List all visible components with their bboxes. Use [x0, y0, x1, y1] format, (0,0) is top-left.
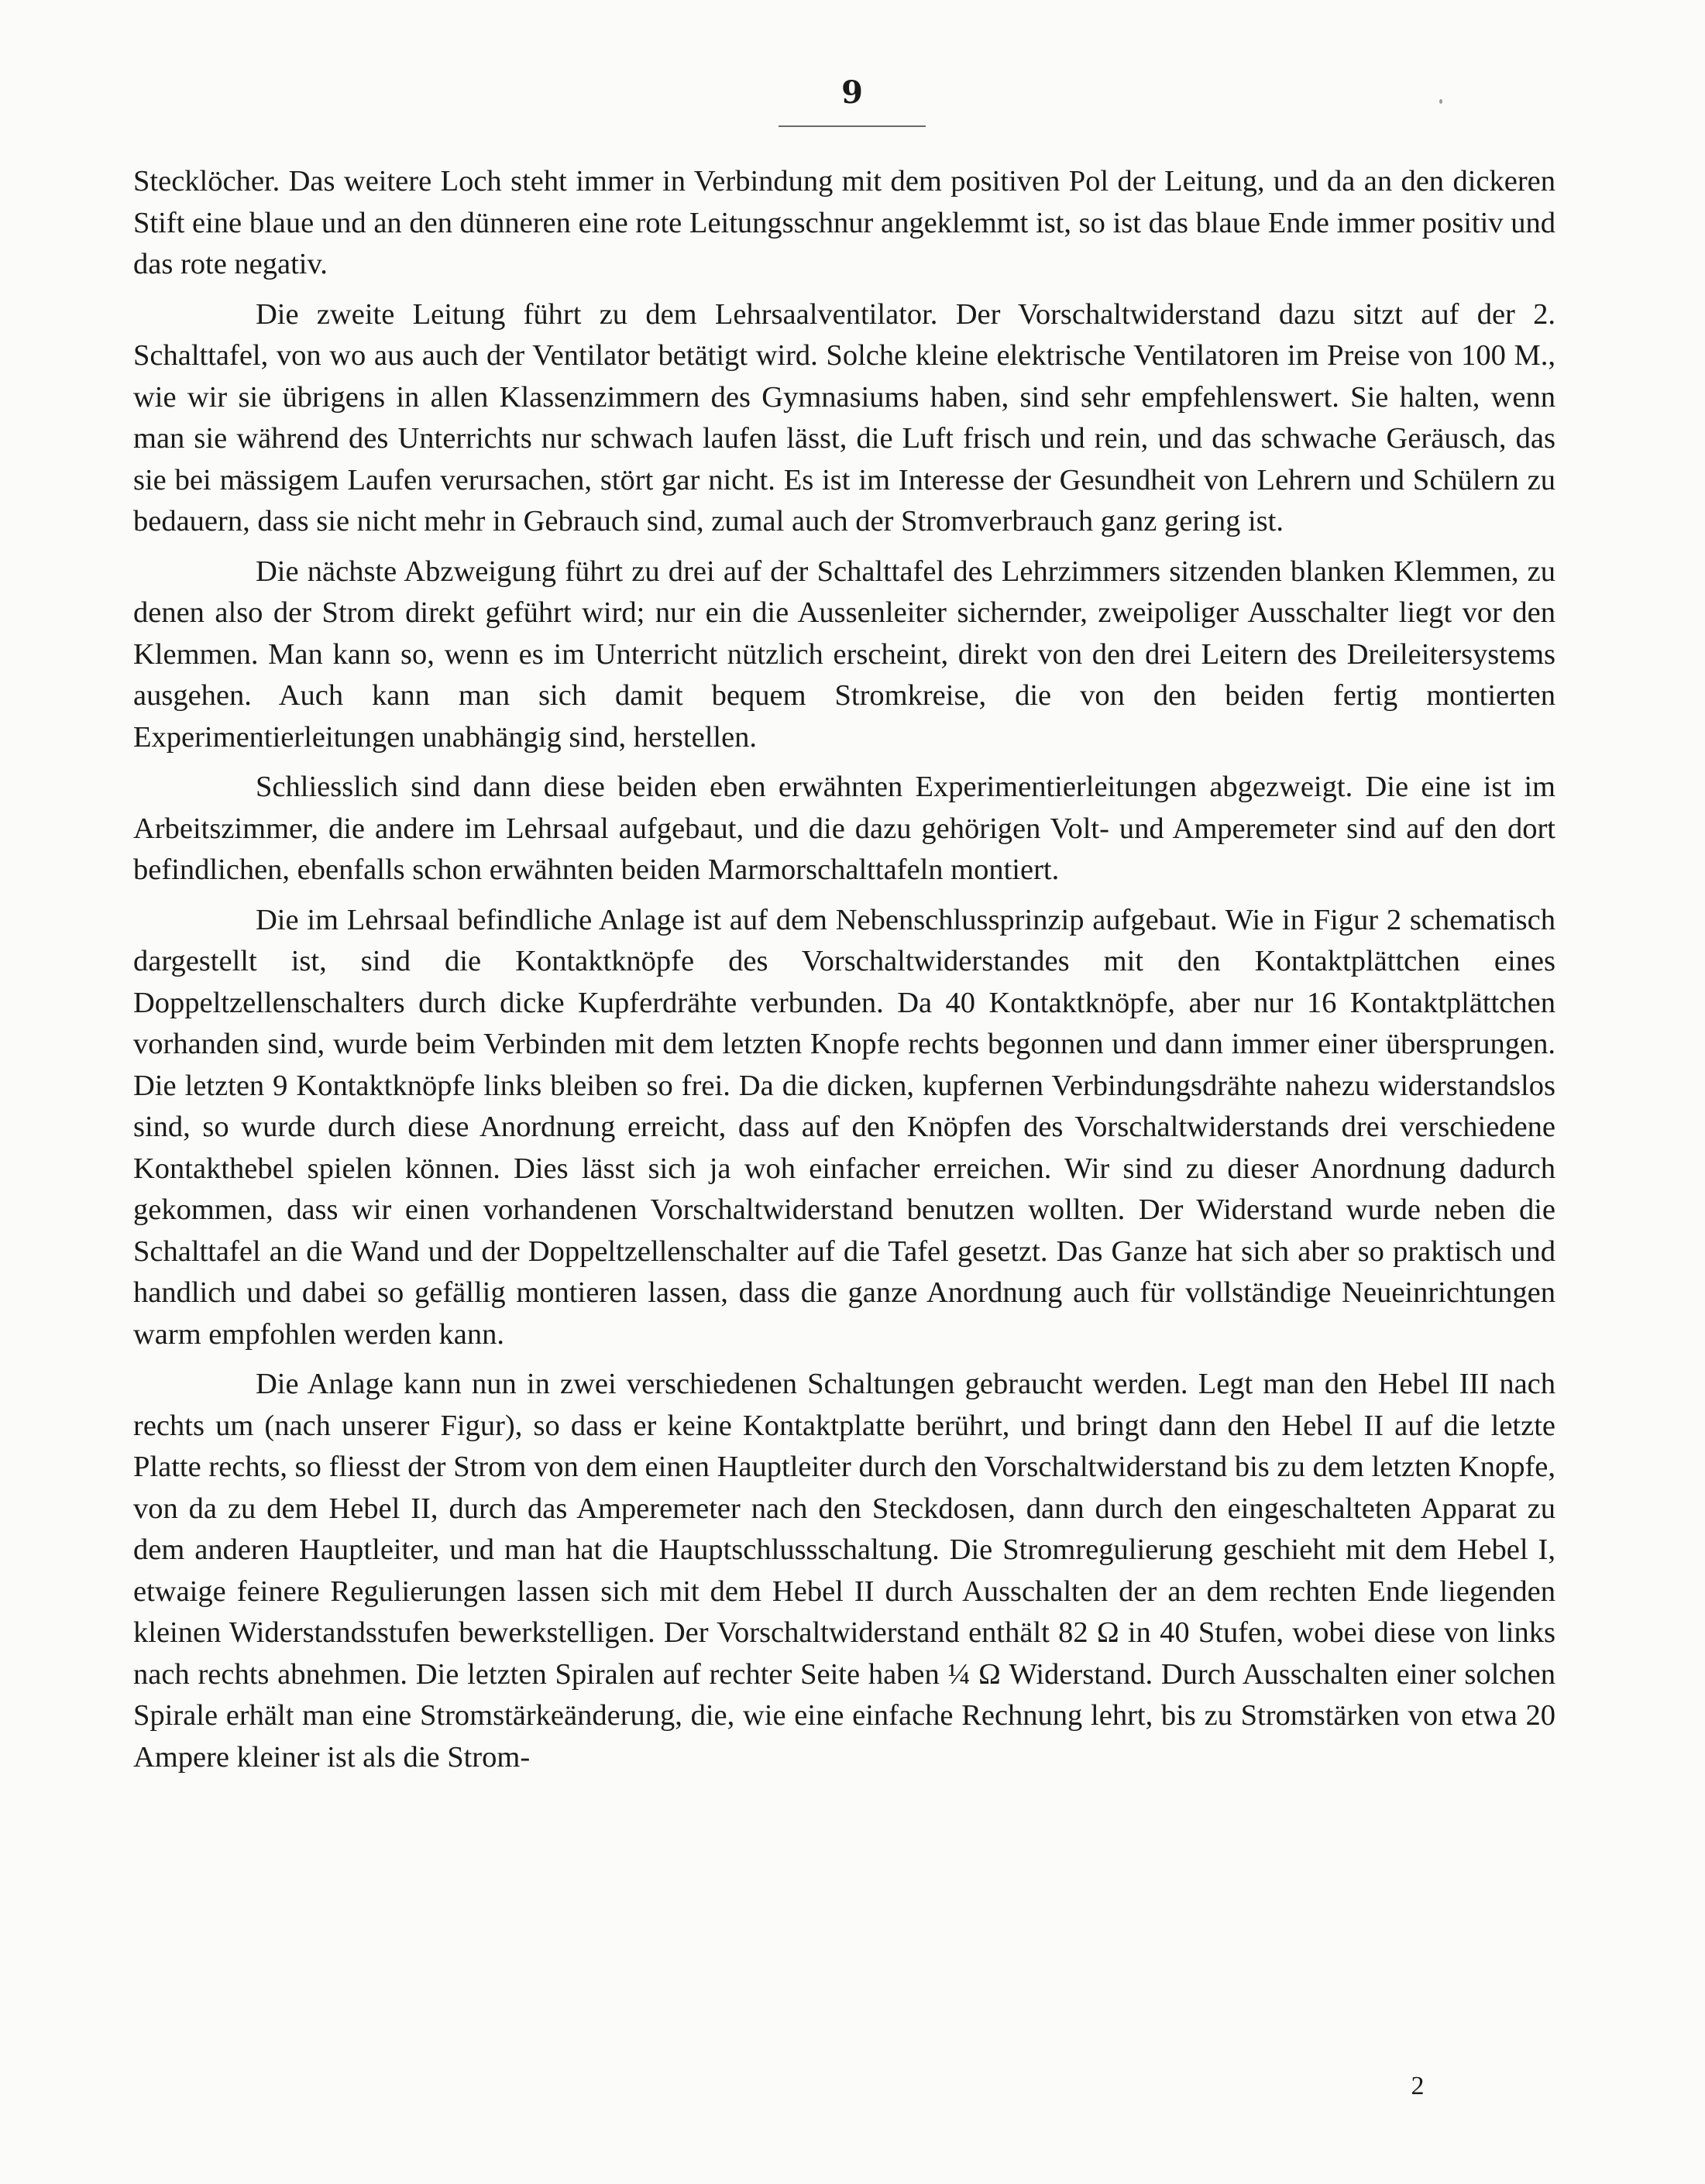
header-rule	[779, 125, 926, 127]
signature-mark: 2	[1411, 2072, 1425, 2100]
paper-speck	[1439, 99, 1442, 104]
paragraph-4: Schliesslich sind dann diese beiden eben erwähnten Experimentierleitungen abgezweigt. Die eine ist im Arbeitszimmer, die andere im Lehrsaal aufgebaut, und die dazu gehörigen Volt- und Amperemeter sind auf den dort befindlichen, ebenfalls schon erwähnten beiden Marmorschalttafeln montiert.	[133, 771, 1555, 886]
paragraph-2: Die zweite Leitung führt zu dem Lehrsaalventilator. Der Vorschaltwiderstand dazu sitzt auf der 2. Schalttafel, von wo aus auch der Ventilator betätigt wird. Solche kleine elektrische Ventilatoren im Preise von 100 M., wie wir sie übrigens in allen Klassenzimmern des Gymnasiums haben, sind sehr empfehlenswert. Sie halten, wenn man sie während des Unterrichts nur schwach laufen lässt, die Luft frisch und rein, und das schwache Geräusch, das sie bei mässigem Laufen verursachen, stört gar nicht. Es ist im Interesse der Gesundheit von Lehrern und Schülern zu bedauern, dass sie nicht mehr in Gebrauch sind, zumal auch der Stromverbrauch ganz gering ist.	[133, 297, 1555, 537]
page-number: 9	[841, 74, 863, 111]
paragraph-3: Die nächste Abzweigung führt zu drei auf der Schalttafel des Lehrzimmers sitzenden blanken Klemmen, zu denen also der Strom direkt geführt wird; nur ein die Aussenleiter sichernder, zweipoliger Ausschalter liegt vor den Klemmen. Man kann so, wenn es im Unterricht nützlich erscheint, direkt von den drei Leitern des Dreileitersystems ausgehen. Auch kann man sich damit bequem Stromkreise, die von den beiden fertig montierten Experimentierleitungen unabhängig sind, herstellen.	[133, 555, 1555, 754]
paragraph-6: Die Anlage kann nun in zwei verschiedenen Schaltungen gebraucht werden. Legt man den Hebel III nach rechts um (nach unserer Figur), so dass er keine Kontaktplatte berührt, und bringt dann den Hebel II auf die letzte Platte rechts, so fliesst der Strom von dem einen Hauptleiter durch den Vorschaltwiderstand bis zu dem letzten Knopfe, von da zu dem Hebel II, durch das Amperemeter nach den Steckdosen, dann durch den eingeschalteten Apparat zu dem anderen Hauptleiter, und man hat die Hauptschlussschaltung. Die Stromregulierung geschieht mit dem Hebel I, etwaige feinere Regulierungen lassen sich mit dem Hebel II durch Ausschalten der an dem rechten Ende liegenden kleinen Widerstandsstufen bewerkstelligen. Der Vorschaltwiderstand enthält 82 Ω in 40 Stufen, wobei diese von links nach rechts abnehmen. Die letzten Spiralen auf rechter Seite haben ¼ Ω Widerstand. Durch Ausschalten einer solchen Spirale erhält man eine Stromstärkeänderung, die, wie eine einfache Rechnung lehrt, bis zu Stromstärken von etwa 20 Ampere kleiner ist als die Strom-	[133, 1368, 1555, 1774]
body-text	[133, 161, 1555, 1787]
paragraph-1: Stecklöcher. Das weitere Loch steht immer in Verbindung mit dem positiven Pol der Leitung, und da an den dickeren Stift eine blaue und an den dünneren eine rote Leitungsschnur angeklemmt ist, so ist das blaue Ende immer positiv und das rote negativ.	[133, 165, 1555, 280]
paragraph-5: Die im Lehrsaal befindliche Anlage ist auf dem Nebenschlussprinzip aufgebaut. Wie in Figur 2 schematisch dargestellt ist, sind die Kontaktknöpfe des Vorschaltwiderstandes mit den Kontaktplättchen eines Doppeltzellenschalters durch dicke Kupferdrähte verbunden. Da 40 Kontaktknöpfe, aber nur 16 Kontaktplättchen vorhanden sind, wurde beim Verbinden mit dem letzten Knopfe rechts begonnen und dann immer einer übersprungen. Die letzten 9 Kontaktknöpfe links bleiben so frei. Da die dicken, kupfernen Verbindungsdrähte nahezu widerstandslos sind, so wurde durch diese Anordnung erreicht, dass auf den Knöpfen des Vorschaltwiderstands drei verschiedene Kontakthebel spielen können. Dies lässt sich ja woh einfacher erreichen. Wir sind zu dieser Anordnung dadurch gekommen, dass wir einen vorhandenen Vorschaltwiderstand benutzen wollten. Der Widerstand wurde neben die Schalttafel an die Wand und der Doppeltzellenschalter auf die Tafel gesetzt. Das Ganze hat sich aber so praktisch und handlich und dabei so gefällig montieren lassen, dass die ganze Anordnung auch für vollständige Neueinrichtungen warm empfohlen werden kann.	[133, 903, 1555, 1351]
